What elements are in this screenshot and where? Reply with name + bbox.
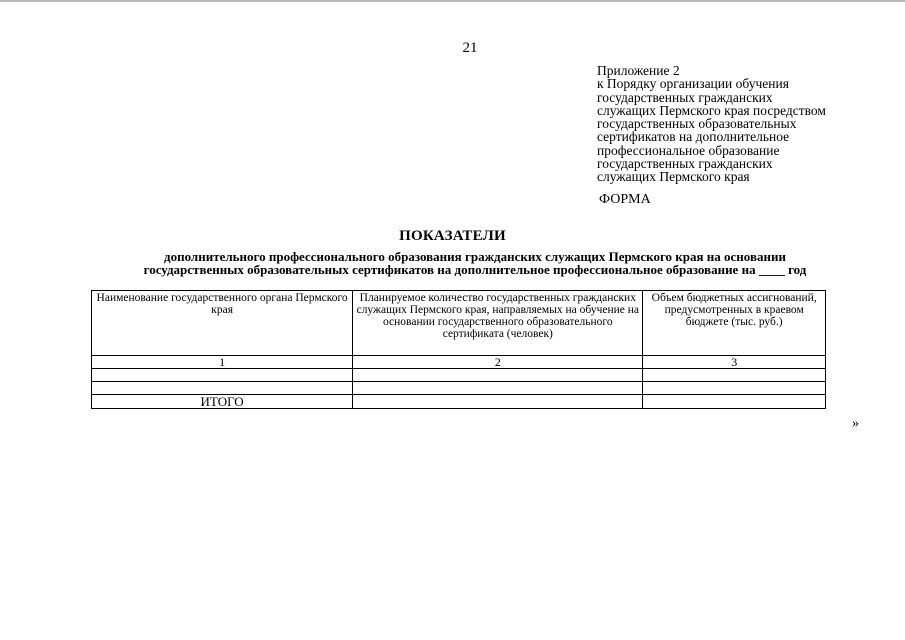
appendix-line: сертификатов на дополнительное <box>597 129 790 145</box>
table-cell <box>92 382 353 395</box>
appendix-line: к Порядку организации обучения <box>597 76 789 92</box>
table-cell <box>92 369 353 382</box>
table-cell <box>353 369 643 382</box>
appendix-line: служащих Пермского края <box>597 169 750 185</box>
column-number: 2 <box>353 356 643 369</box>
appendix-line: государственных гражданских <box>597 89 773 105</box>
appendix-line: государственных гражданских <box>597 156 773 172</box>
indicators-table <box>91 290 826 409</box>
table-cell <box>643 382 826 395</box>
form-label: ФОРМА <box>599 192 651 207</box>
document-subtitle <box>60 250 890 276</box>
appendix-line: Приложение 2 <box>597 63 680 78</box>
scan-top-edge <box>0 0 905 2</box>
table-header-row <box>92 291 826 356</box>
appendix-note <box>597 64 877 184</box>
table-cell <box>643 369 826 382</box>
table-cell <box>353 395 643 409</box>
document-title: ПОКАЗАТЕЛИ <box>399 228 506 244</box>
page-number: 21 <box>462 40 478 56</box>
closing-quote: » <box>852 416 859 431</box>
column-number: 1 <box>92 356 353 369</box>
table-row <box>92 369 826 382</box>
header-agency-name: Наименование государственного органа Пермского края <box>92 291 353 356</box>
appendix-line: профессиональное образование <box>597 142 780 158</box>
table-cell <box>353 382 643 395</box>
subtitle-line-2: государственных образовательных сертификатов на дополнительное профессиональное образование на ____ год <box>143 262 807 277</box>
column-number-row <box>92 356 826 369</box>
table-row <box>92 382 826 395</box>
total-label: ИТОГО <box>92 395 353 409</box>
subtitle-line-1: дополнительного профессионального образования гражданских служащих Пермского края на основании <box>164 249 786 264</box>
appendix-line: государственных образовательных <box>597 116 797 132</box>
column-number: 3 <box>643 356 826 369</box>
appendix-line: служащих Пермского края посредством <box>597 102 826 118</box>
table-cell <box>643 395 826 409</box>
total-row <box>92 395 826 409</box>
header-budget-amount: Объем бюджетных ассигнований, предусмотренных в краевом бюджете (тыс. руб.) <box>643 291 826 356</box>
header-planned-count: Планируемое количество государственных гражданских служащих Пермского края, направляемых на обучение на основании государственного образовательного сертификата (человек) <box>353 291 643 356</box>
